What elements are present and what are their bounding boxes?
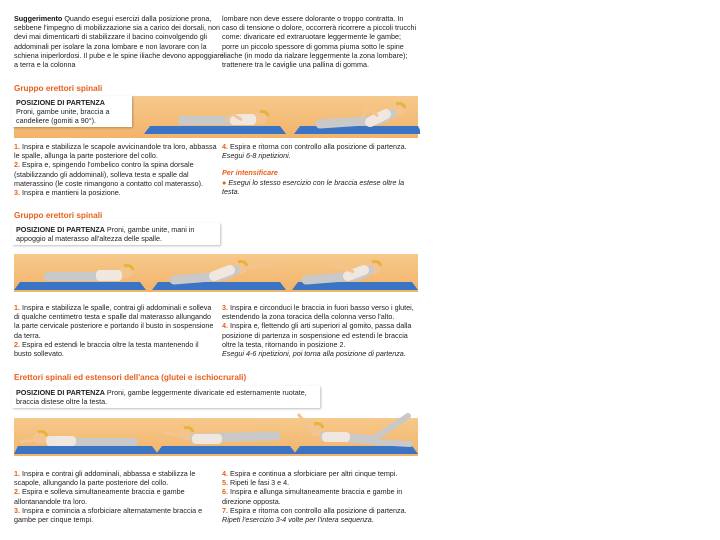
step: 7. Espira e ritorna con controllo alla posizione di partenza. [222,505,407,515]
section2-steps-right [222,303,418,358]
step: 3. Inspira e mantieni la posizione. [14,188,121,198]
section3-illustration [14,412,420,458]
step: 4. Inspira e, flettendo gli arti superiori al gomito, passa dalla posizione di partenza in sospensione ed estendi le braccia oltre la testa, ritornando in posizione 2. [222,321,412,349]
section3-start-box [12,386,320,408]
section3-start-label: POSIZIONE DI PARTENZA [16,388,105,397]
exercise-mat [14,446,158,454]
exercise-mat [144,126,286,134]
exercise-mat [294,446,418,454]
figure-raised-icon [164,428,276,445]
repeat-note: Esegui 6-8 ripetizioni. [222,151,291,161]
tip-column-left [14,14,224,69]
step: 3. Inspira e circonduci le braccia in fuori basso verso i glutei, estendendo la zona toracica della colonna verso l'alto. [222,303,414,322]
figure-arms-extended-icon [306,262,381,281]
figure-scissor-icon [298,414,410,444]
tip-column-right [222,14,418,69]
section2-illustration [14,254,420,294]
intensify-title: Per intensificare [222,168,278,178]
section3-steps-right [222,469,418,524]
intensify-text: ● Esegui lo stesso esercizio con le braccia estese oltre la testa. [222,177,405,196]
section1-start-text: Proni, gambe unite, braccia a candeliere (gomiti a 90°). [16,107,110,125]
step: 5. Ripeti le fasi 3 e 4. [222,478,290,488]
figure-raised-icon [174,262,276,281]
tip-text-left: Quando esegui esercizi dalla posizione prona, sebbene l'impegno di mobilizzazione sia a carico dei dorsali, non devi mai dimenticarti di stabilizzare il bacino coinvolgendo gli addominali per isolare la zona lombare e non lavorare con la schiena iniperlordosi. Il pube e le spine iliache devono appoggiare a terra e la colonna [14,14,224,70]
section1-steps-right [222,142,418,196]
figure-prone-icon [20,432,138,447]
tip-label: Suggerimento [14,14,63,23]
section3-title: Erettori spinali ed estensori dell'anca (glutei e ischiocrurali) [14,373,247,382]
step: 4. Espira e continua a sforbiciare per altri cinque tempi. [222,469,398,478]
exercise-mat [14,282,146,290]
step: 2. Espira e solleva simultaneamente braccia e gambe allontanandole tra loro. [14,487,185,506]
section1-title: Gruppo erettori spinali [14,84,103,93]
section2-steps-left [14,303,218,358]
step: 1. Inspira e stabilizza le scapole avvicinandole tra loro, abbassa le spalle, allunga la parte posteriore del collo. [14,142,217,161]
step: 2. Espira ed estendi le braccia oltre la testa mantenendo il busto sollevato. [14,339,199,359]
repeat-note: Esegui 4-6 ripetizioni, poi torna alla posizione di partenza. [222,349,406,359]
step: 2. Espira e, spingendo l'ombelico contro la spina dorsale (stabilizzando gli addominali), solleva testa e spalle dal materassino (le coste rimangono a contatto col materasso). [14,160,203,188]
section1-start-box [12,96,132,127]
step: 3. Inspira e comincia a sforbiciare alternatamente braccia e gambe per cinque tempi. [14,505,203,525]
section1-start-label: POSIZIONE DI PARTENZA [16,98,105,107]
step: 6. Inspira e allunga simultaneamente braccia e gambe in direzione opposta. [222,487,403,506]
step: 4. Espira e ritorna con controllo alla posizione di partenza. [222,142,407,151]
figure-raised-icon [320,104,405,125]
section2-title: Gruppo erettori spinali [14,211,103,220]
exercise-mat [156,446,296,454]
figure-prone-icon [44,266,133,282]
section2-start-text: Proni, gambe unite, mani in appoggio al materasso all'altezza delle spalle. [16,225,195,243]
tip-text-right: lombare non deve essere dolorante o troppo contratta. In caso di tensione o dolore, occorrerà ricorrere a piccoli trucchi come: divaricare ed extraruotare leggermente le gambe; porre un piccolo spessore di gomma piuma sotto le spine iliache (in modo da rialzare leggermente la zona lombare); trattenere tra le caviglie una pallina di gomma. [222,14,417,70]
step: 1. Inspira e contrai gli addominali, abbassa e stabilizza le scapole, allungando la parte posteriore del collo. [14,469,196,488]
section2-start-label: POSIZIONE DI PARTENZA [16,225,105,234]
section3-start-text: Proni, gambe leggermente divaricate ed esternamente ruotate, braccia distese oltre la testa. [16,388,307,406]
section2-start-box [12,223,220,245]
section1-steps-left [14,142,218,197]
step: 1. Inspira e stabilizza le spalle, contrai gli addominali e solleva di qualche centimetro testa e spalle dal materasso allungando la parte cervicale posteriore e portando il busto in sospensione da terra. [14,303,214,340]
repeat-note: Ripeti l'esercizio 3-4 volte per l'intera sequenza. [222,515,374,525]
figure-prone-icon [178,112,268,126]
exercise-mat [294,126,420,134]
section3-steps-left [14,469,218,524]
section1-illustration [130,96,420,140]
